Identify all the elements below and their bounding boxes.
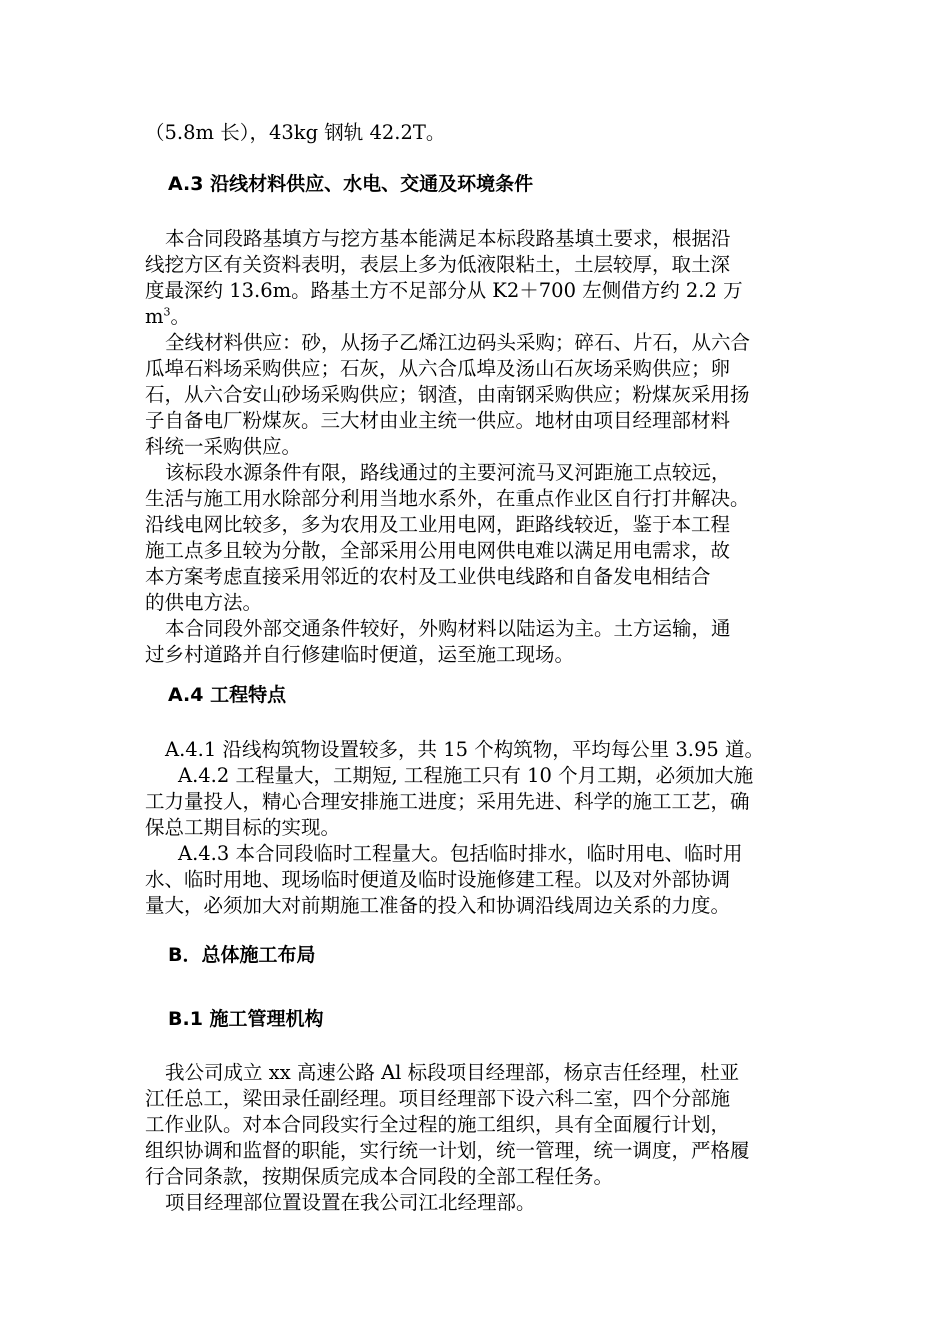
b1-p1-line: 行合同条款，按期保质完成本合同段的全部工程任务。	[145, 1165, 614, 1188]
a4-p3-line: 水、临时用地、现场临时便道及临时设施修建工程。以及对外部协调	[145, 868, 731, 891]
b1-p2-line: 项目经理部位置设置在我公司江北经理部。	[165, 1191, 536, 1214]
b1-p1-line: 组织协调和监督的职能，实行统一计划，统一管理，统一调度，严格履	[145, 1139, 750, 1162]
heading-a4: A.4 工程特点	[168, 684, 287, 706]
unit-end: 。	[170, 305, 191, 328]
a3-p1-line: 本合同段路基填方与挖方基本能满足本标段路基填土要求，根据沿	[165, 227, 731, 250]
intro-line: （5.8m 长），43kg 钢轨 42.2T。	[145, 121, 446, 144]
a3-p1-unit-line	[145, 304, 190, 330]
a4-p2-line: 工力量投人，精心合理安排施工进度；采用先进、科学的施工工艺，确	[145, 790, 750, 813]
a3-p1-line: 线挖方区有关资料表明，表层上多为低液限粘土，土层较厚，取土深	[145, 253, 731, 276]
a3-p2-line: 瓜埠石料场采购供应；石灰，从六合瓜埠及汤山石灰场采购供应；卵	[145, 357, 731, 380]
b1-p1-line: 工作业队。对本合同段实行全过程的施工组织，具有全面履行计划，	[145, 1113, 731, 1136]
a4-p2-line: A.4.2 工程量大，工期短, 工程施工只有 10 个月工期，必须加大施	[178, 764, 754, 787]
a3-p2-line: 全线材料供应：砂，从扬子乙烯江边码头采购；碎石、片石，从六合	[165, 331, 751, 354]
a4-p2-line: 保总工期目标的实现。	[145, 816, 341, 839]
a3-p4-line: 过乡村道路并自行修建临时便道，运至施工现场。	[145, 643, 575, 666]
a3-p2-line: 石，从六合安山砂场采购供应；钢渣，由南钢采购供应；粉煤灰采用扬	[145, 383, 750, 406]
a3-p3-line: 生活与施工用水除部分利用当地水系外，在重点作业区自行打井解决。	[145, 487, 750, 510]
a3-p3-line: 该标段水源条件有限，路线通过的主要河流马叉河距施工点较远，	[165, 461, 731, 484]
a3-p1-line: 度最深约 13.6m。路基土方不足部分从 K2＋700 左侧借方约 2.2 万	[145, 279, 743, 302]
a4-p1-line: A.4.1 沿线构筑物设置较多，共 15 个构筑物，平均每公里 3.95 道。	[165, 738, 765, 761]
a4-p3-line: A.4.3 本合同段临时工程量大。包括临时排水，临时用电、临时用	[178, 842, 743, 865]
a3-p3-line: 施工点多且较为分散，全部采用公用电网供电难以满足用电需求，故	[145, 539, 731, 562]
b1-p1-line: 江任总工，梁田录任副经理。项目经理部下设六科二室，四个分部施	[145, 1087, 731, 1110]
a4-p3-line: 量大，必须加大对前期施工准备的投入和协调沿线周边关系的力度。	[145, 894, 731, 917]
heading-a3: A.3 沿线材料供应、水电、交通及环境条件	[168, 173, 534, 195]
heading-b1: B.1 施工管理机构	[168, 1008, 324, 1030]
a3-p3-line: 沿线电网比较多，多为农用及工业用电网，距路线较近，鉴于本工程	[145, 513, 731, 536]
a3-p2-line: 科统一采购供应。	[145, 435, 302, 458]
a3-p3-line: 的供电方法。	[145, 591, 263, 614]
heading-b: B．总体施工布局	[168, 944, 316, 966]
a3-p2-line: 子自备电厂粉煤灰。三大材由业主统一供应。地材由项目经理部材料	[145, 409, 731, 432]
a3-p4-line: 本合同段外部交通条件较好，外购材料以陆运为主。土方运输，通	[165, 617, 731, 640]
b1-p1-line: 我公司成立 xx 高速公路 Al 标段项目经理部，杨京吉任经理，杜亚	[165, 1061, 740, 1084]
unit-text: m	[145, 305, 164, 328]
unit-superscript: 3	[163, 305, 171, 319]
a3-p3-line: 本方案考虑直接采用邻近的农村及工业供电线路和自备发电相结合	[145, 565, 711, 588]
